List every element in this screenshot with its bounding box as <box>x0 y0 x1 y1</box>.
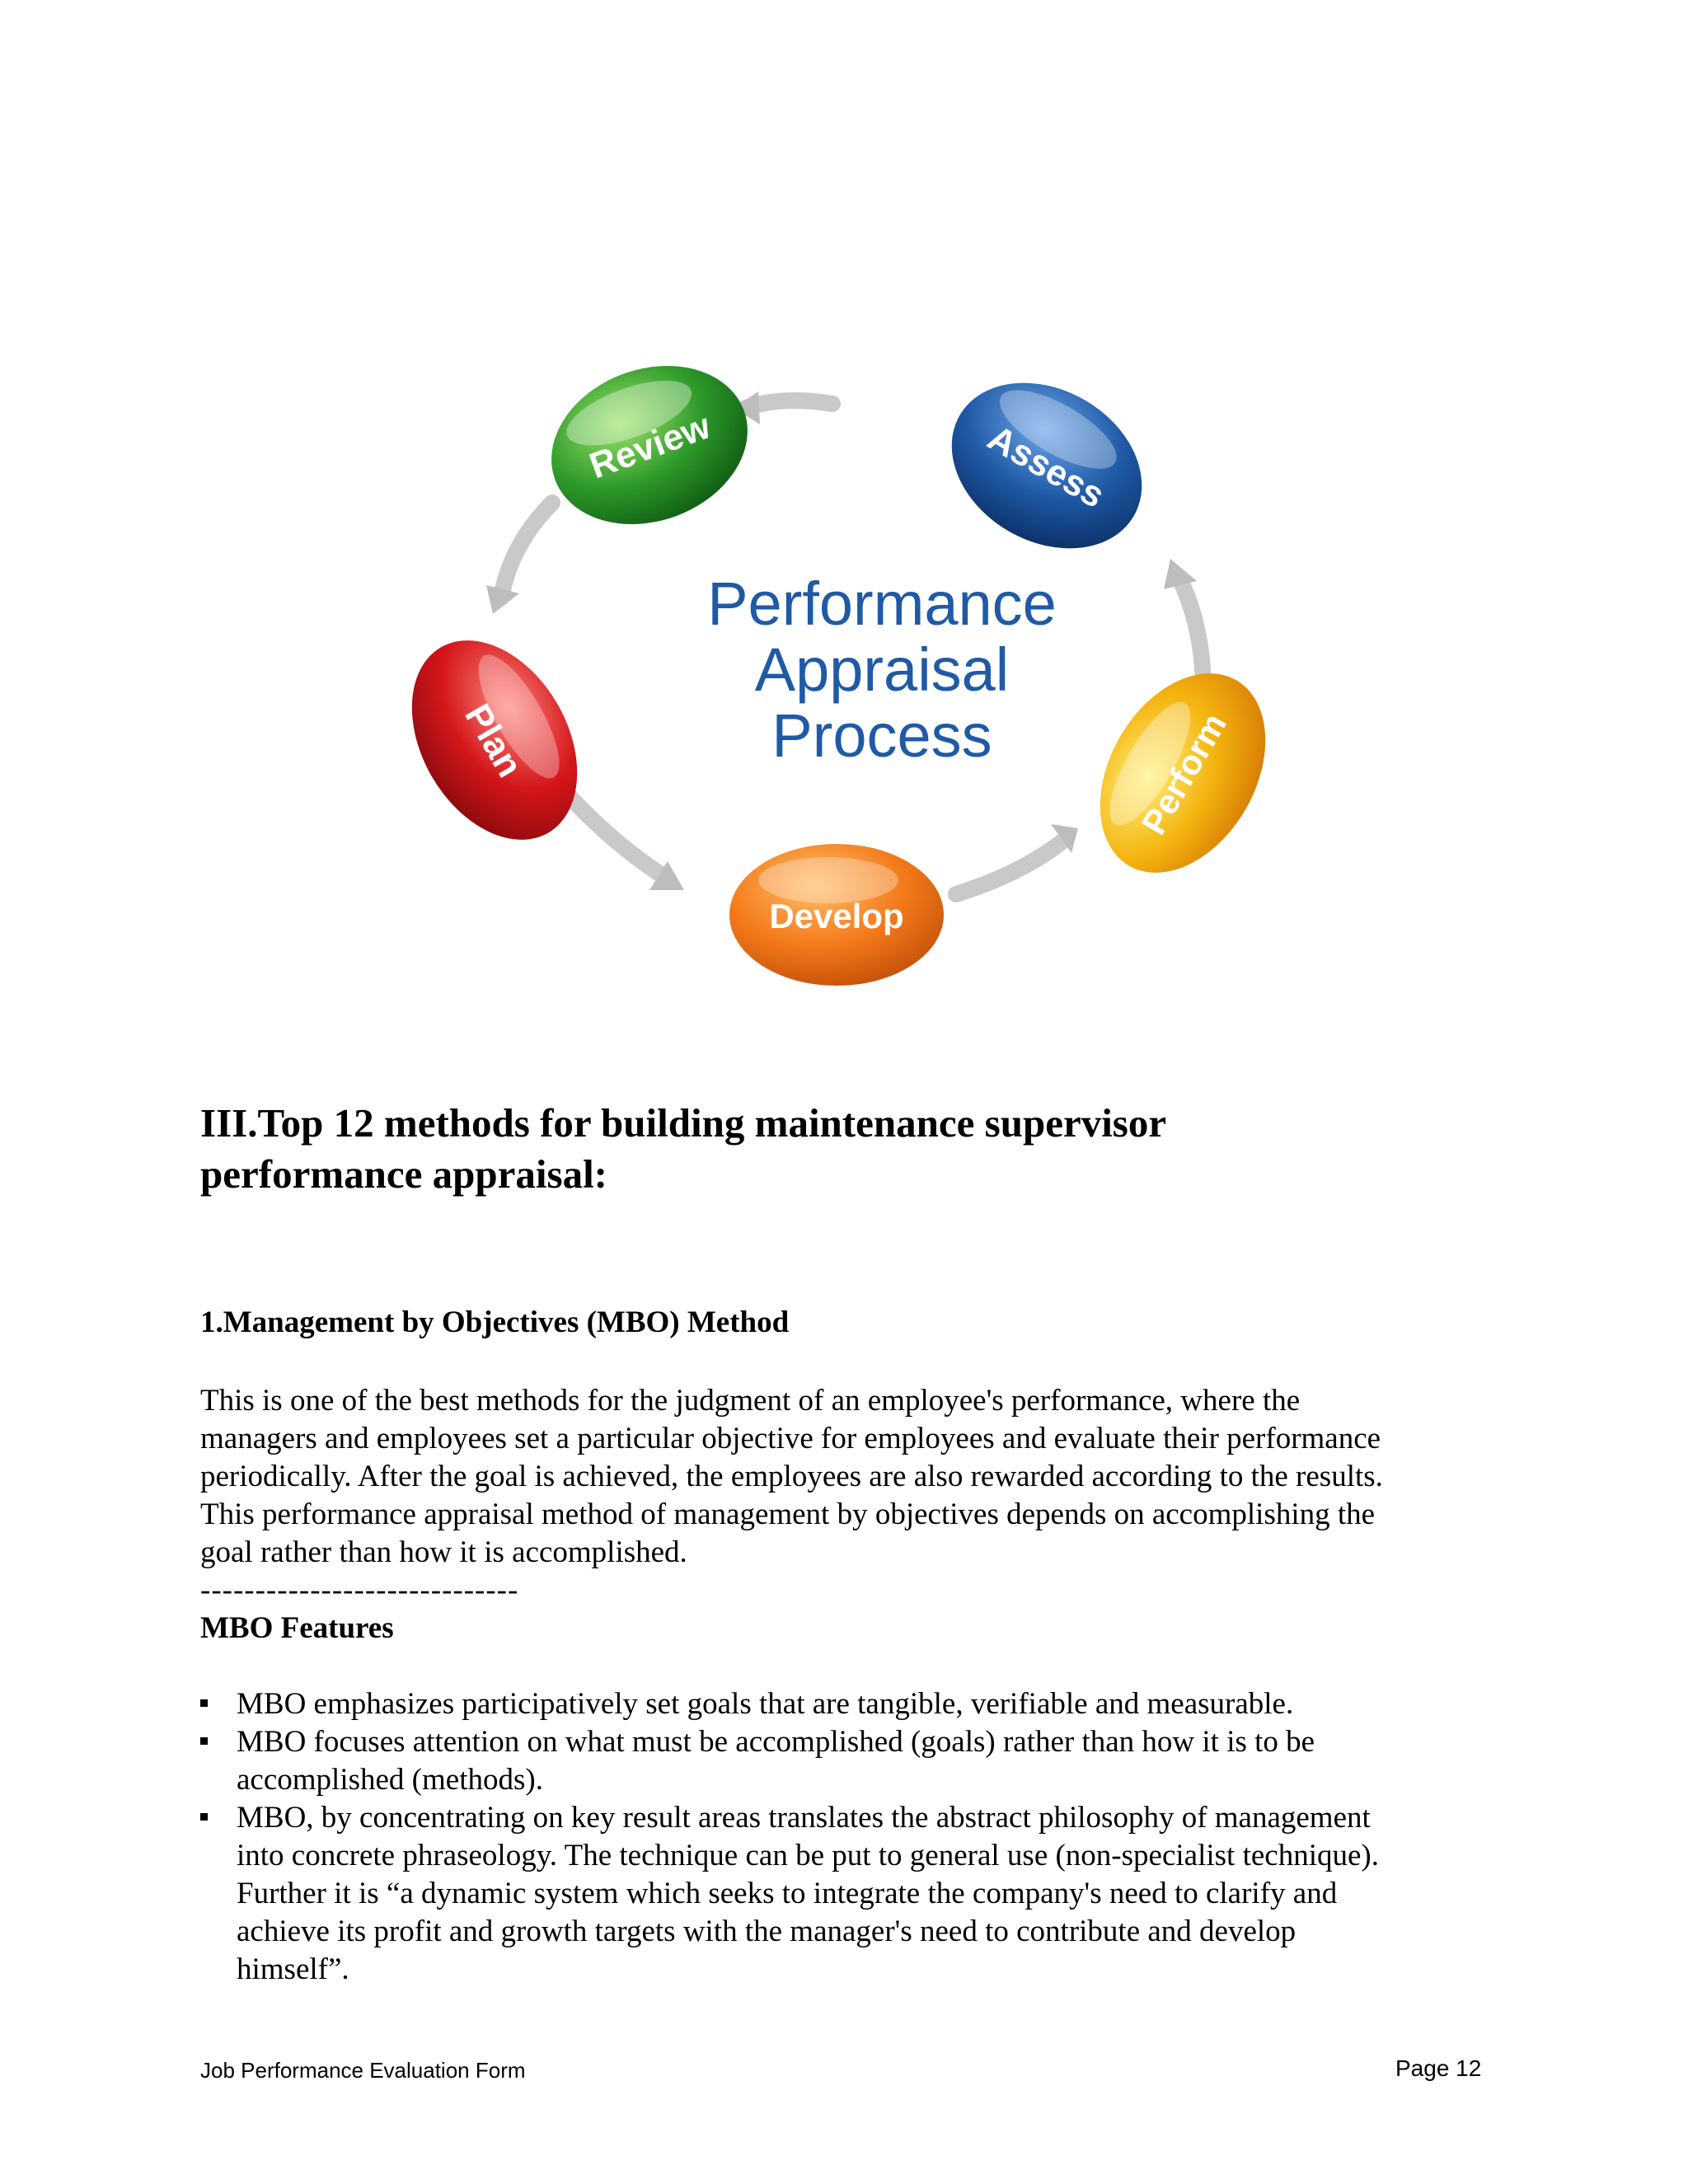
list-item <box>200 1723 1519 1799</box>
bullet-square-icon <box>200 1737 208 1745</box>
plan-label: Plan <box>457 697 531 785</box>
separator-line: ----------------------------- <box>200 1573 519 1607</box>
heading-line-1: III.Top 12 methods for building maintenance supervisor <box>200 1100 1167 1146</box>
bullet-line: MBO, by concentrating on key result areas translates the abstract philosophy of management <box>237 1801 1371 1835</box>
review-label: Review <box>584 405 716 487</box>
diagram-title <box>707 569 1057 770</box>
footer-document-title: Job Performance Evaluation Form <box>200 2058 526 2083</box>
bullet-line: MBO focuses attention on what must be accomplished (goals) rather than how it is to be <box>237 1725 1315 1759</box>
list-item <box>200 1799 1519 1989</box>
bullet-line: accomplished (methods). <box>237 1763 543 1797</box>
perform-label: Perform <box>1133 706 1234 841</box>
bullet-line: himself”. <box>237 1952 349 1986</box>
step-review <box>529 346 770 551</box>
step-develop <box>729 844 944 986</box>
paragraph-line: goal rather than how it is accomplished. <box>200 1535 687 1569</box>
step-plan <box>387 611 611 869</box>
bullet-line: into concrete phraseology. The technique can be put to general use (non-specialist technique). <box>237 1839 1379 1872</box>
develop-label: Develop <box>769 897 904 935</box>
arrow-review-to-plan <box>501 503 552 598</box>
bullet-line: achieve its profit and growth targets with the manager's need to contribute and develop <box>237 1915 1296 1948</box>
title-line-1: Performance <box>707 569 1057 638</box>
features-list <box>200 1685 1519 1989</box>
title-line-2: Appraisal <box>754 635 1010 704</box>
bullet-square-icon <box>200 1813 208 1821</box>
mbo-description <box>200 1382 1494 1572</box>
arrow-plan-to-develop <box>565 791 659 874</box>
performance-appraisal-diagram <box>387 346 1335 1014</box>
step-assess <box>921 349 1171 581</box>
list-item <box>200 1685 1519 1723</box>
paragraph-line: This performance appraisal method of management by objectives depends on accomplishing the <box>200 1497 1376 1531</box>
arrow-develop-to-perform <box>956 841 1063 894</box>
bullet-line: MBO emphasizes participatively set goals that are tangible, verifiable and measurable. <box>237 1687 1294 1721</box>
bullet-square-icon <box>200 1699 208 1707</box>
paragraph-line: periodically. After the goal is achieved, the employees are also rewarded according to the results. <box>200 1460 1383 1493</box>
section-heading <box>200 1098 1519 1200</box>
bullet-line: Further it is “a dynamic system which seeks to integrate the company's need to clarify and <box>237 1877 1338 1910</box>
heading-line-2: performance appraisal: <box>200 1151 607 1197</box>
features-title: MBO Features <box>200 1611 394 1645</box>
paragraph-line: managers and employees set a particular objective for employees and evaluate their performance <box>200 1422 1381 1455</box>
assess-label: Assess <box>981 417 1112 517</box>
footer-page-number: Page 12 <box>1395 2055 1482 2081</box>
step-perform <box>1067 644 1299 902</box>
paragraph-line: This is one of the best methods for the judgment of an employee's performance, where the <box>200 1384 1301 1418</box>
method-title: 1.Management by Objectives (MBO) Method <box>200 1305 790 1339</box>
title-line-3: Process <box>771 701 992 770</box>
